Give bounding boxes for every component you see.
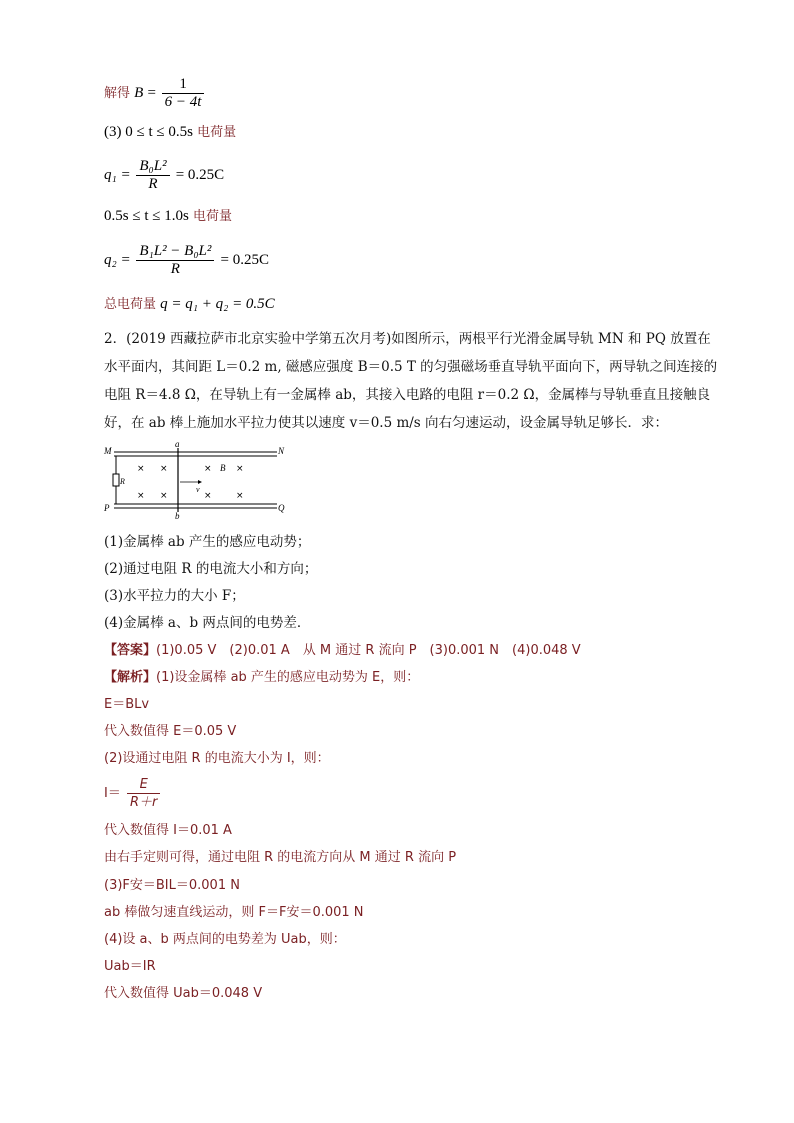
q1-formula <box>104 158 224 193</box>
total-charge <box>104 295 275 314</box>
u-formula: Uab＝IR <box>104 959 156 974</box>
u-intro: (4)设 a、b 两点间的电势差为 Uab，则： <box>104 932 346 947</box>
i-lhs: I＝ <box>104 786 121 801</box>
analysis-text: (1)设金属棒 ab 产生的感应电动势为 E，则： <box>156 670 420 685</box>
question-3: (3)水平拉力的大小 F； <box>104 588 245 604</box>
q1-fraction <box>136 158 169 193</box>
range2-label: 电荷量 <box>192 209 232 224</box>
q1-rhs: = 0.25C <box>175 167 225 183</box>
total-expr: q = q₁ + q₂ = 0.5C <box>160 296 275 312</box>
answer-line <box>104 642 581 660</box>
f-uniform: ab 棒做匀速直线运动，则 F＝F安＝0.001 N <box>104 905 364 920</box>
resistor-symbol <box>113 474 119 486</box>
solve-b-lhs: B <box>134 85 144 101</box>
solve-b-line: 解得 B = $\frac{1}{6 - 4t}$ <box>104 76 206 111</box>
q2-formula <box>104 243 269 278</box>
solve-b-num: 1 <box>162 76 205 94</box>
solve-b-fraction <box>162 76 205 111</box>
label-m: M <box>104 446 112 456</box>
u-value: 代入数值得 Uab＝0.048 V <box>104 986 263 1001</box>
range2-range: 0.5s ≤ t ≤ 1.0s <box>104 208 189 224</box>
problem-statement: 2．(2019 西藏拉萨市北京实验中学第五次月考)如图所示，两根平行光滑金属导轨 MN 和 PQ 放置在水平面内，其间距 L＝0.2 m, 磁感应强度 B＝0.5 T 的匀强磁场垂直导轨平面向下，两导轨之间连接的电阻 R＝4.8 Ω，在导轨上有一金属棒 ab，其接入电路的电阻 r＝0.2 Ω，金属棒与导轨垂直且接触良好，在 ab 棒上施加水平拉力使其以速度 v＝0.5 m/s 向右匀速运动，设金属导轨足够长．求： <box>104 331 718 431</box>
e-formula: E＝BLv <box>104 697 150 712</box>
circuit-diagram <box>102 440 292 520</box>
field-cross: × <box>137 491 145 501</box>
field-cross: × <box>236 464 244 474</box>
answer-text: (1)0.05 V (2)0.01 A 从 M 通过 R 流向 P (3)0.001 N (4)0.048 V <box>156 643 581 658</box>
velocity-arrow-head <box>198 480 202 484</box>
label-v: v <box>196 485 200 494</box>
q1-lhs: q₁ = <box>104 167 135 183</box>
e-value: 代入数值得 E＝0.05 V <box>104 724 237 739</box>
q2-den: R <box>170 261 180 277</box>
field-cross: × <box>137 464 145 474</box>
analysis-tag: 【解析】 <box>104 670 157 685</box>
q1-den: R <box>148 176 158 192</box>
total-label: 总电荷量 <box>104 297 161 312</box>
part3-header <box>104 123 236 142</box>
field-cross: × <box>160 491 168 501</box>
label-a: a <box>175 440 180 449</box>
range2-header <box>104 207 232 226</box>
label-n: N <box>278 446 285 456</box>
f-ampere: (3)F安＝BIL＝0.001 N <box>104 878 240 893</box>
q2-num: B₁L² − B₀L² <box>136 243 214 261</box>
current-direction: 由右手定则可得，通过电阻 R 的电流方向从 M 通过 R 流向 P <box>104 850 457 865</box>
part3-label: 电荷量 <box>197 125 237 140</box>
analysis-line <box>104 669 419 687</box>
q1-num: B₀L² <box>136 158 169 176</box>
field-cross: × <box>204 464 212 474</box>
q2-lhs: q₂ = <box>104 252 135 268</box>
i-formula <box>104 776 162 811</box>
solve-b-den: 6 − 4t <box>164 94 202 110</box>
q2-fraction <box>136 243 214 278</box>
question-2: (2)通过电阻 R 的电流大小和方向； <box>104 561 318 577</box>
part3-range: (3) 0 ≤ t ≤ 0.5s <box>104 124 193 140</box>
answer-tag: 【答案】 <box>104 643 157 658</box>
field-cross: × <box>204 491 212 501</box>
field-cross: × <box>160 464 168 474</box>
label-b: b <box>175 511 180 520</box>
label-b-field: B <box>220 463 226 473</box>
i-value: 代入数值得 I＝0.01 A <box>104 823 232 838</box>
label-p: P <box>104 503 110 513</box>
field-cross: × <box>236 491 244 501</box>
i-intro: (2)设通过电阻 R 的电流大小为 I，则： <box>104 751 330 766</box>
label-q: Q <box>278 503 285 513</box>
question-1: (1)金属棒 ab 产生的感应电动势； <box>104 534 311 550</box>
label-r: R <box>120 477 125 486</box>
q2-rhs: = 0.25C <box>220 252 270 268</box>
i-fraction <box>127 776 160 811</box>
solve-b-lead: 解得 <box>104 86 135 101</box>
question-4: (4)金属棒 a、b 两点间的电势差． <box>104 615 311 631</box>
i-den: R＋r <box>129 795 158 810</box>
i-num: E <box>127 776 160 794</box>
